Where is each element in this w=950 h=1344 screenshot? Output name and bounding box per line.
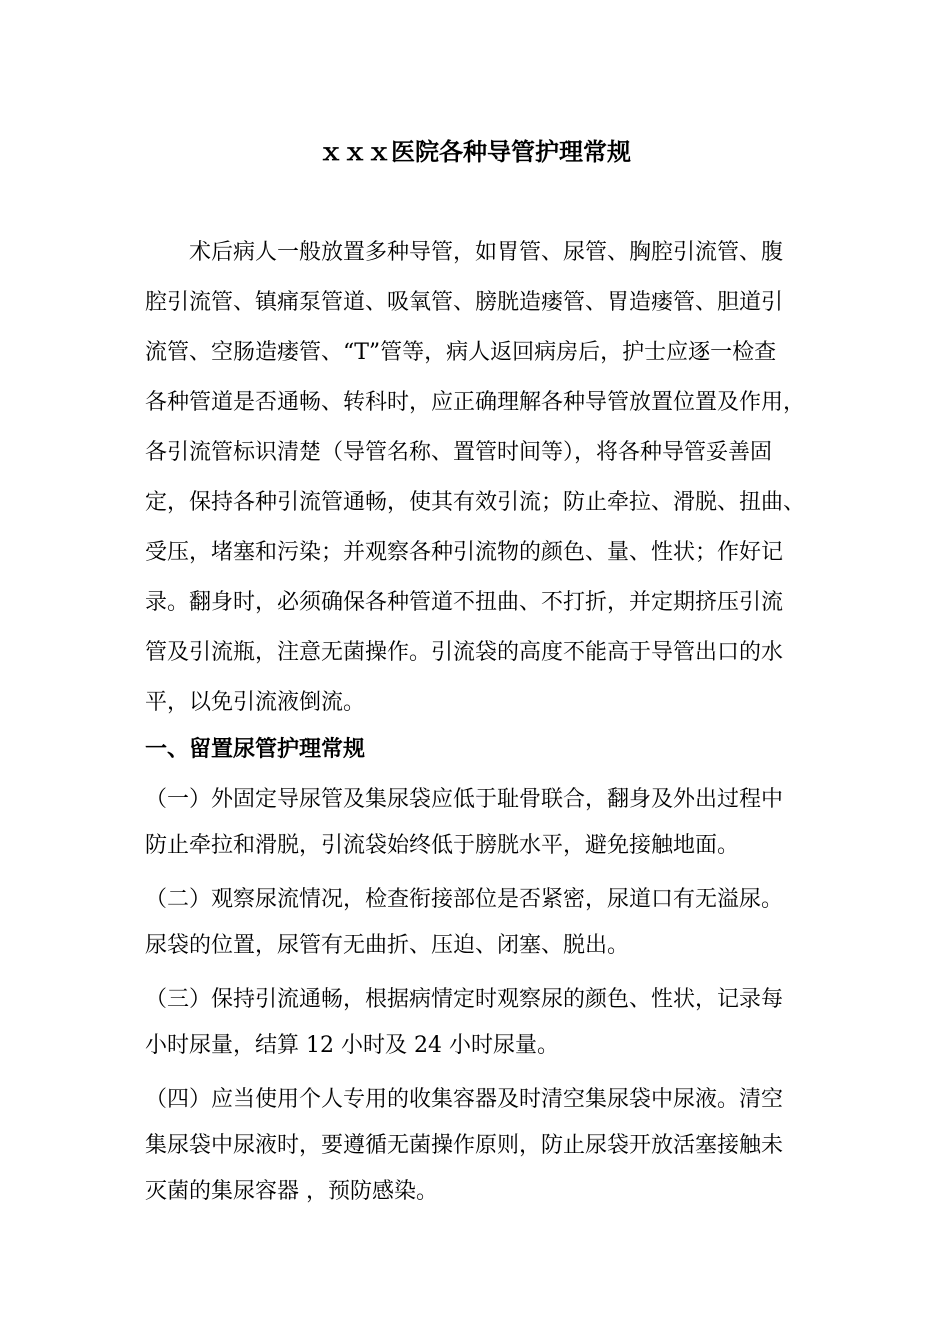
intro-line: 受压，堵塞和污染；并观察各种引流物的颜色、量、性状；作好记: [145, 540, 784, 565]
item-line: 集尿袋中尿液时，要遵循无菌操作原则，防止尿袋开放活塞接触未: [145, 1133, 784, 1158]
intro-line: 管及引流瓶，注意无菌操作。引流袋的高度不能高于导管出口的水: [145, 640, 784, 665]
intro-line: 各引流管标识清楚（导管名称、置管时间等），将各种导管妥善固: [145, 440, 773, 465]
item-line: 灭菌的集尿容器 ，预防感染。: [145, 1179, 438, 1204]
list-item: [145, 877, 825, 969]
intro-line: 平，以免引流液倒流。: [145, 690, 366, 715]
intro-line: 腔引流管、镇痛泵管道、吸氧管、膀胱造瘘管、胃造瘘管、胆道引: [145, 290, 784, 315]
document-title: ｘｘｘ医院各种导管护理常规: [319, 137, 631, 166]
intro-line: 流管、空肠造瘘管、“T”管等，病人返回病房后，护士应逐一检查: [145, 340, 777, 365]
section-items: [145, 777, 825, 1223]
list-item: [145, 777, 825, 869]
intro-line: 各种管道是否通畅、转科时，应正确理解各种导管放置位置及作用，: [145, 390, 806, 415]
section-heading: 一、留置尿管护理常规: [145, 736, 366, 762]
item-line: （四）应当使用个人专用的收集容器及时清空集尿袋中尿液。清空: [145, 1087, 784, 1112]
item-line: 小时尿量，结算 12 小时及 24 小时尿量。: [145, 1033, 559, 1058]
item-line: （一）外固定导尿管及集尿袋应低于耻骨联合，翻身及外出过程中: [145, 787, 784, 812]
item-line: （三）保持引流通畅，根据病情定时观察尿的颜色、性状，记录每: [145, 987, 784, 1012]
list-item: [145, 977, 825, 1069]
item-line: 尿袋的位置，尿管有无曲折、压迫、闭塞、脱出。: [145, 933, 630, 958]
intro-line: 录。翻身时，必须确保各种管道不扭曲、不打折，并定期挤压引流: [145, 590, 784, 615]
item-line: （二）观察尿流情况，检查衔接部位是否紧密，尿道口有无溢尿。: [145, 887, 784, 912]
intro-line: 术后病人一般放置多种导管，如胃管、尿管、胸腔引流管、腹: [145, 240, 784, 265]
list-item: [145, 1077, 825, 1215]
intro-paragraph: [145, 228, 825, 728]
intro-line: 定，保持各种引流管通畅，使其有效引流；防止牵拉、滑脱、扭曲、: [145, 490, 806, 515]
item-line: 防止牵拉和滑脱，引流袋始终低于膀胱水平，避免接触地面。: [145, 833, 740, 858]
